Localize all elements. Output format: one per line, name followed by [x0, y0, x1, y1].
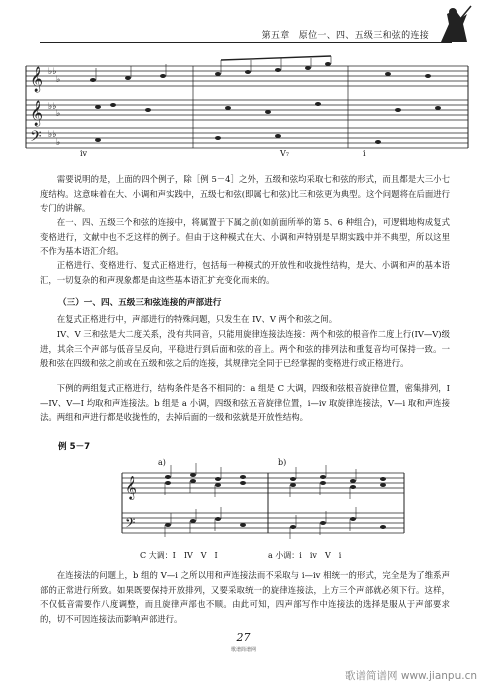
roman-numeral-label: V₇ [280, 149, 289, 157]
conductor-figure-icon [433, 4, 473, 44]
example-bass-staff [122, 513, 404, 533]
group-b-mark: b) [278, 458, 287, 467]
svg-text:♭♭: ♭♭ [48, 130, 57, 140]
paragraph: 在连接法的问题上，b 组的 V—i 之所以用和声连接法而不采取与 i—iv 相统一的形式，完全是为了维系声部的正常进行所致。如果既要保持开放排列，又要采取统一的旋律连接法，上方三个声部就必须下行。这样，不仅低音需要作八度调整，而且旋律声部也不顺。由此可知，四声部写作中连接法的选择是服从于声部要求的，切不可因连接法而影响声部进行。 [40, 570, 450, 624]
section-heading: （三）一、四、五级三和弦连接的声部进行 [58, 298, 222, 308]
svg-text:𝄞: 𝄞 [30, 67, 44, 92]
key-label-c-major: C 大调：I IV V I [140, 551, 218, 560]
key-signature-flats [48, 67, 60, 148]
page-number: 27 [236, 631, 251, 644]
example-treble-staff [122, 473, 404, 493]
bass-staff [26, 128, 468, 148]
paragraph: 下例的两组复式正格进行，结构条件是各不相同的：a 组是 C 大调，四级和弦根音旋律位置，密集排列，I—IV、V—I 均取和声连接法。b 组是 a 小调，四级和弦五音旋律位置，i—iv 取旋律连接法，V—i 取和声连接法。两组和声进行都是收拢性的，去掉后面的一级和弦就是开放性结构。 [40, 383, 450, 422]
svg-text:♭: ♭ [56, 109, 61, 119]
example-notes [165, 473, 386, 529]
page-header [0, 0, 487, 50]
roman-numeral-label: i [363, 149, 366, 157]
svg-text:𝄞: 𝄞 [30, 101, 44, 126]
group-a-mark: a) [158, 458, 166, 467]
watermark: 歌谱简谱网 www.jianpu.cn [345, 670, 477, 682]
notes-top [90, 62, 441, 144]
example-label: 例 5－7 [58, 442, 91, 452]
paragraph: IV、V 三和弦是大二度关系，没有共同音，只能用旋律连接法连接：两个和弦的根音作二度上行(IV—V)级进，其余三个声部与低音呈反向，平稳进行到后面和弦的音上。两个和弦的排列法和重复音均可保持一致。一般和弦在四级和弦之前或在五级和弦之后的连接，其规律完全同于已经掌握的变格进行或正格进行。 [40, 329, 450, 368]
paragraph: 在复式正格进行中，声部进行的特殊问题，只发生在 IV、V 两个和弦之间。 [56, 314, 338, 324]
svg-text:♭: ♭ [56, 138, 61, 148]
svg-text:𝄞: 𝄞 [125, 475, 137, 499]
svg-text:𝄢: 𝄢 [125, 515, 136, 534]
chapter-title: 第五章 原位一、四、五级三和弦的连接 [261, 31, 429, 41]
treble-staff [26, 66, 468, 86]
music-score-top [18, 52, 473, 157]
page-footer: 歌谱简谱网 [230, 647, 256, 653]
svg-text:𝄢: 𝄢 [30, 128, 42, 149]
svg-text:♭: ♭ [56, 75, 61, 85]
key-label-a-minor: a 小调：i iv V i [268, 551, 342, 560]
paragraph: 正格进行、变格进行、复式正格进行，包括每一种模式的开放性和收拢性结构，是大、小调和声的基本语汇，一切复杂的和声现象都是由这些基本语汇扩充变化而来的。 [40, 260, 450, 285]
svg-text:♭♭: ♭♭ [48, 67, 57, 77]
roman-numeral-label: iv [80, 149, 88, 157]
paragraph: 在一、四、五级三个和弦的连接中，将属置于下属之前(如前面所举的第 5、6 种组合)，可逻辑地构成复式变格进行，文献中也不乏这样的例子。但由于这种模式在大、小调和声特别是早期实践中并不典型，所以这里不作为基本语汇介绍。 [40, 217, 450, 256]
music-score-example [118, 455, 408, 547]
paragraph: 需要说明的是，上面的四个例子，除［例 5－4］之外，五级和弦均采取七和弦的形式，而且都是大三小七度结构。这意味着在大、小调和声实践中，五级七和弦(即属七和弦)比三和弦更为典型。这个问题将在后面进行专门的讲解。 [40, 174, 450, 213]
middle-staff [26, 100, 468, 120]
svg-text:♭♭: ♭♭ [48, 102, 57, 112]
header-rule [40, 42, 452, 43]
stems-top [96, 56, 331, 80]
